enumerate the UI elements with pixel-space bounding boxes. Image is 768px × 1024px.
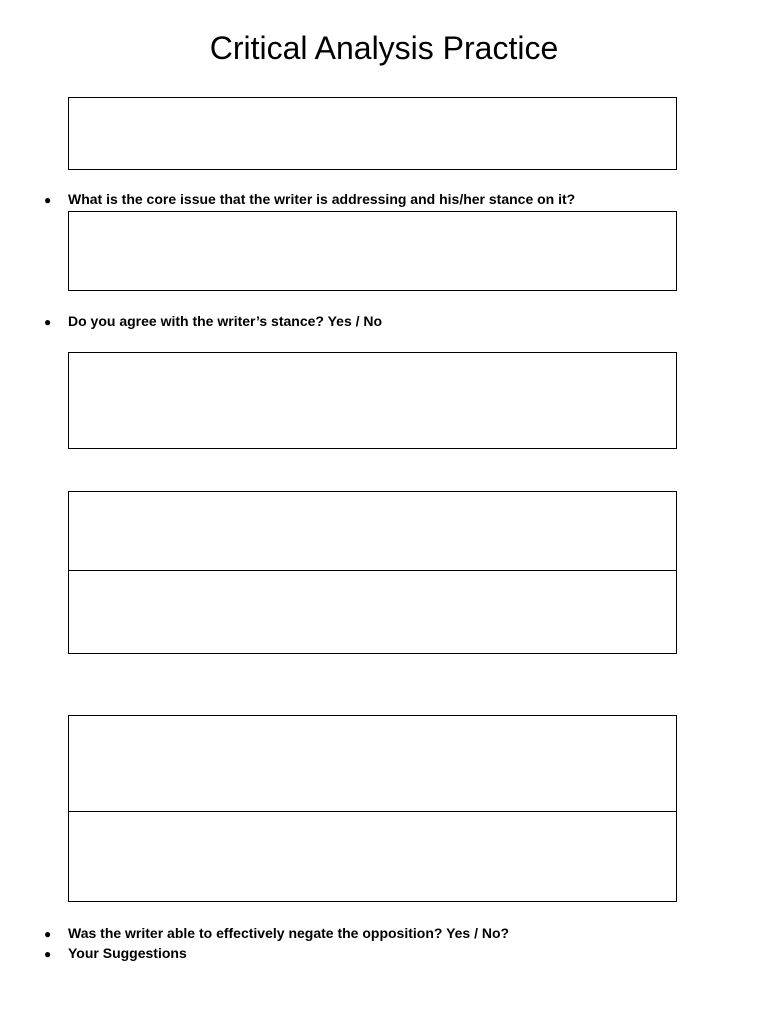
question-text: What is the core issue that the writer is addressing and his/her stance on it?	[68, 191, 576, 207]
question-core-issue	[44, 190, 744, 209]
answer-box-split-2	[68, 715, 677, 902]
box-divider	[69, 570, 676, 571]
bullet-icon: ●	[44, 315, 52, 329]
answer-box-split-1	[68, 491, 677, 654]
question-text: Your Suggestions	[68, 945, 187, 961]
question-text: Do you agree with the writer’s stance? Yes / No	[68, 313, 383, 329]
question-suggestions	[44, 944, 744, 963]
question-text: Was the writer able to effectively negate the opposition? Yes / No?	[68, 925, 510, 941]
page-title: Critical Analysis Practice	[209, 30, 559, 66]
answer-box-1[interactable]	[68, 97, 677, 170]
box-divider	[69, 811, 676, 812]
bullet-icon: ●	[44, 193, 52, 207]
bullet-icon: ●	[44, 927, 52, 941]
answer-box-agree[interactable]	[68, 352, 677, 449]
bullet-icon: ●	[44, 947, 52, 961]
answer-box-core-issue[interactable]	[68, 211, 677, 291]
question-negate-opposition	[44, 924, 744, 943]
question-agree-stance	[44, 312, 744, 331]
